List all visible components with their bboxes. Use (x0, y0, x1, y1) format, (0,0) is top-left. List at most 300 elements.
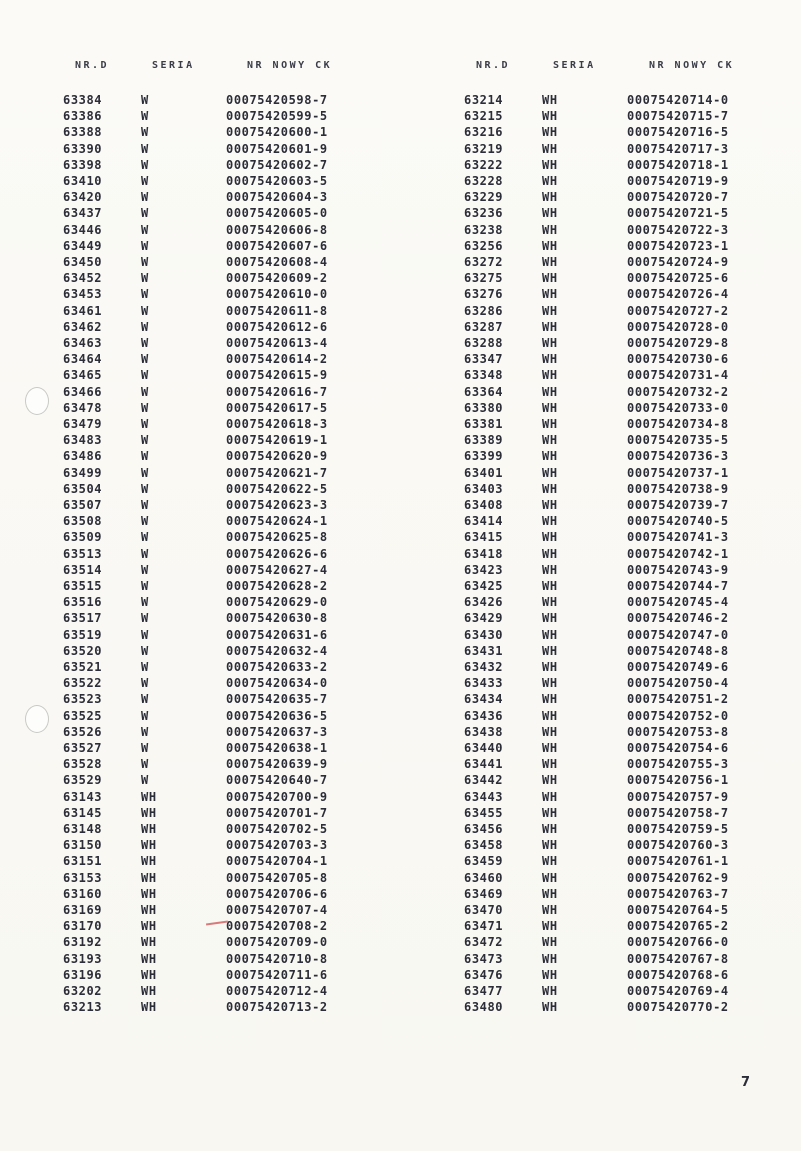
nr-nowy-ck-cell: 00075420610-0 (226, 287, 328, 302)
nr-d-cell: 63450 (63, 255, 103, 269)
seria-cell: WH (542, 546, 558, 561)
nr-nowy-ck-cell: 00075420713-2 (226, 1000, 328, 1015)
nr-nowy-ck-cell: 00075420758-7 (627, 805, 729, 820)
nr-d-cell: 63471 (464, 919, 504, 934)
seria-cell: W (141, 562, 149, 577)
seria-cell: W (141, 303, 149, 318)
table-row (464, 497, 784, 513)
seria-cell: WH (542, 579, 558, 593)
table-row (63, 983, 383, 999)
seria-cell: W (141, 255, 149, 269)
table-row (464, 384, 784, 400)
nr-nowy-ck-cell: 00075420766-0 (627, 935, 729, 950)
nr-nowy-ck-cell: 00075420754-6 (627, 741, 729, 755)
nr-nowy-ck-cell: 00075420738-9 (627, 481, 729, 496)
table-row (464, 254, 784, 270)
seria-cell: WH (542, 708, 558, 723)
table-row (464, 643, 784, 659)
nr-d-cell: 63443 (464, 789, 504, 804)
seria-cell: W (141, 530, 149, 545)
nr-nowy-ck-cell: 00075420741-3 (627, 530, 729, 545)
seria-cell: W (141, 433, 149, 448)
nr-nowy-ck-cell: 00075420608-4 (226, 255, 328, 269)
nr-d-cell: 63236 (464, 206, 504, 221)
nr-nowy-ck-cell: 00075420714-0 (627, 93, 729, 107)
table-row (63, 238, 383, 254)
seria-cell: WH (141, 838, 157, 853)
seria-cell: WH (542, 789, 558, 804)
nr-nowy-ck-cell: 00075420607-6 (226, 238, 328, 253)
nr-nowy-ck-cell: 00075420746-2 (627, 611, 729, 626)
nr-nowy-ck-cell: 00075420705-8 (226, 870, 328, 885)
nr-d-cell: 63432 (464, 660, 504, 674)
nr-nowy-ck-cell: 00075420761-1 (627, 854, 729, 869)
nr-nowy-ck-cell: 00075420753-8 (627, 724, 729, 739)
table-row (464, 222, 784, 238)
seria-cell: W (141, 352, 149, 367)
table-row (63, 157, 383, 173)
nr-nowy-ck-cell: 00075420706-6 (226, 886, 328, 901)
nr-d-cell: 63169 (63, 903, 103, 917)
table-row (63, 222, 383, 238)
seria-cell: W (141, 319, 149, 334)
nr-nowy-ck-cell: 00075420730-6 (627, 352, 729, 367)
nr-nowy-ck-cell: 00075420602-7 (226, 157, 328, 172)
nr-nowy-ck-cell: 00075420721-5 (627, 206, 729, 221)
nr-d-cell: 63398 (63, 157, 103, 172)
table-row (464, 756, 784, 772)
table-row (464, 886, 784, 902)
nr-d-cell: 63426 (464, 595, 504, 610)
nr-d-cell: 63256 (464, 238, 504, 253)
table-row (63, 724, 383, 740)
seria-cell: WH (542, 157, 558, 172)
table-row (464, 853, 784, 869)
seria-cell: WH (542, 125, 558, 140)
table-row (464, 367, 784, 383)
nr-d-cell: 63388 (63, 125, 103, 140)
nr-nowy-ck-cell: 00075420605-0 (226, 206, 328, 221)
nr-d-cell: 63461 (63, 303, 103, 318)
nr-d-cell: 63470 (464, 903, 504, 917)
nr-d-cell: 63431 (464, 643, 504, 658)
table-row (63, 691, 383, 707)
seria-cell: WH (141, 854, 157, 869)
nr-nowy-ck-cell: 00075420601-9 (226, 141, 328, 156)
table-row (464, 999, 784, 1015)
table-row (464, 789, 784, 805)
nr-d-cell: 63414 (464, 514, 504, 529)
seria-cell: WH (141, 886, 157, 901)
nr-nowy-ck-cell: 00075420767-8 (627, 951, 729, 966)
nr-d-cell: 63514 (63, 562, 103, 577)
nr-nowy-ck-cell: 00075420752-0 (627, 708, 729, 723)
nr-d-cell: 63364 (464, 384, 504, 399)
nr-d-cell: 63455 (464, 805, 504, 820)
nr-nowy-ck-cell: 00075420622-5 (226, 481, 328, 496)
table-row (63, 400, 383, 416)
nr-nowy-ck-cell: 00075420618-3 (226, 417, 328, 431)
nr-d-cell: 63420 (63, 190, 103, 205)
nr-d-cell: 63508 (63, 514, 103, 529)
nr-nowy-ck-cell: 00075420708-2 (226, 919, 328, 934)
seria-cell: WH (542, 93, 558, 107)
seria-cell: WH (141, 805, 157, 820)
seria-cell: WH (141, 903, 157, 917)
seria-cell: WH (542, 562, 558, 577)
table-row (464, 303, 784, 319)
seria-cell: WH (542, 967, 558, 982)
seria-cell: W (141, 465, 149, 480)
nr-d-cell: 63436 (464, 708, 504, 723)
table-row (464, 659, 784, 675)
seria-cell: WH (542, 627, 558, 642)
seria-cell: WH (542, 368, 558, 383)
table-row (63, 805, 383, 821)
seria-cell: WH (542, 352, 558, 367)
seria-cell: WH (542, 595, 558, 610)
table-row (63, 92, 383, 108)
table-row (464, 805, 784, 821)
seria-cell: WH (542, 984, 558, 998)
nr-d-cell: 63472 (464, 935, 504, 950)
table-row (63, 934, 383, 950)
nr-d-cell: 63213 (63, 1000, 103, 1015)
table-row (464, 286, 784, 302)
seria-cell: W (141, 368, 149, 383)
nr-nowy-ck-cell: 00075420616-7 (226, 384, 328, 399)
nr-d-cell: 63170 (63, 919, 103, 934)
table-row (63, 497, 383, 513)
nr-d-cell: 63465 (63, 368, 103, 383)
table-row (464, 870, 784, 886)
nr-d-cell: 63525 (63, 708, 103, 723)
table-row (63, 141, 383, 157)
table-row (63, 675, 383, 691)
seria-cell: WH (542, 643, 558, 658)
table-row (63, 789, 383, 805)
table-row (464, 270, 784, 286)
seria-cell: W (141, 336, 149, 350)
table-row (63, 610, 383, 626)
nr-d-cell: 63347 (464, 352, 504, 367)
nr-d-cell: 63441 (464, 757, 504, 772)
nr-nowy-ck-cell: 00075420627-4 (226, 562, 328, 577)
table-row (63, 384, 383, 400)
table-row (63, 465, 383, 481)
table-row (464, 335, 784, 351)
nr-nowy-ck-cell: 00075420619-1 (226, 433, 328, 448)
nr-d-cell: 63437 (63, 206, 103, 221)
table-row (464, 529, 784, 545)
table-row (63, 254, 383, 270)
table-row (63, 756, 383, 772)
seria-cell: W (141, 741, 149, 755)
nr-nowy-ck-cell: 00075420637-3 (226, 724, 328, 739)
table-row (464, 691, 784, 707)
nr-d-cell: 63415 (464, 530, 504, 545)
seria-cell: WH (542, 433, 558, 448)
seria-cell: WH (542, 676, 558, 691)
table-row (464, 772, 784, 788)
table-row (464, 481, 784, 497)
seria-cell: WH (141, 919, 157, 934)
seria-cell: W (141, 514, 149, 529)
nr-nowy-ck-cell: 00075420734-8 (627, 417, 729, 431)
nr-nowy-ck-cell: 00075420728-0 (627, 319, 729, 334)
nr-d-cell: 63384 (63, 93, 103, 107)
table-row (464, 562, 784, 578)
nr-nowy-ck-cell: 00075420629-0 (226, 595, 328, 610)
seria-cell: WH (141, 984, 157, 998)
nr-d-cell: 63434 (464, 692, 504, 707)
nr-d-cell: 63513 (63, 546, 103, 561)
nr-nowy-ck-cell: 00075420599-5 (226, 109, 328, 124)
seria-cell: WH (542, 400, 558, 415)
nr-d-cell: 63519 (63, 627, 103, 642)
nr-d-cell: 63389 (464, 433, 504, 448)
nr-nowy-ck-cell: 00075420615-9 (226, 368, 328, 383)
table-row (464, 465, 784, 481)
table-row (63, 643, 383, 659)
nr-d-cell: 63522 (63, 676, 103, 691)
nr-nowy-ck-cell: 00075420727-2 (627, 303, 729, 318)
seria-cell: WH (542, 319, 558, 334)
nr-nowy-ck-cell: 00075420639-9 (226, 757, 328, 772)
table-row (63, 205, 383, 221)
nr-d-cell: 63477 (464, 984, 504, 998)
table-row (464, 724, 784, 740)
nr-d-cell: 63219 (464, 141, 504, 156)
seria-cell: WH (542, 514, 558, 529)
nr-d-cell: 63526 (63, 724, 103, 739)
seria-cell: W (141, 174, 149, 188)
nr-nowy-ck-cell: 00075420718-1 (627, 157, 729, 172)
nr-d-cell: 63275 (464, 271, 504, 286)
nr-d-cell: 63151 (63, 854, 103, 869)
nr-nowy-ck-cell: 00075420631-6 (226, 627, 328, 642)
table-row (464, 675, 784, 691)
nr-nowy-ck-cell: 00075420733-0 (627, 400, 729, 415)
nr-nowy-ck-cell: 00075420750-4 (627, 676, 729, 691)
seria-cell: W (141, 595, 149, 610)
nr-d-cell: 63401 (464, 465, 504, 480)
nr-nowy-ck-cell: 00075420764-5 (627, 903, 729, 917)
table-row (63, 303, 383, 319)
nr-d-cell: 63228 (464, 174, 504, 188)
seria-cell: WH (542, 190, 558, 205)
nr-nowy-ck-cell: 00075420743-9 (627, 562, 729, 577)
seria-cell: W (141, 449, 149, 464)
table-row (464, 92, 784, 108)
table-row (464, 432, 784, 448)
nr-d-cell: 63196 (63, 967, 103, 982)
nr-nowy-ck-cell: 00075420603-5 (226, 174, 328, 188)
seria-cell: WH (141, 951, 157, 966)
seria-cell: WH (141, 935, 157, 950)
seria-cell: WH (542, 498, 558, 512)
seria-cell: WH (542, 870, 558, 885)
nr-d-cell: 63515 (63, 579, 103, 593)
table-row (63, 999, 383, 1015)
nr-d-cell: 63425 (464, 579, 504, 593)
nr-d-cell: 63430 (464, 627, 504, 642)
header-nr-d: NR.D (476, 60, 511, 71)
nr-d-cell: 63440 (464, 741, 504, 755)
seria-cell: WH (141, 822, 157, 836)
table-row (63, 124, 383, 140)
table-row (63, 546, 383, 562)
table-row (63, 270, 383, 286)
nr-d-cell: 63469 (464, 886, 504, 901)
nr-d-cell: 63410 (63, 174, 103, 188)
nr-nowy-ck-cell: 00075420724-9 (627, 255, 729, 269)
table-row (63, 578, 383, 594)
nr-nowy-ck-cell: 00075420763-7 (627, 886, 729, 901)
table-row (63, 562, 383, 578)
nr-nowy-ck-cell: 00075420719-9 (627, 174, 729, 188)
table-row (63, 886, 383, 902)
nr-d-cell: 63418 (464, 546, 504, 561)
table-row (63, 481, 383, 497)
seria-cell: W (141, 109, 149, 124)
nr-d-cell: 63380 (464, 400, 504, 415)
seria-cell: W (141, 708, 149, 723)
nr-nowy-ck-cell: 00075420625-8 (226, 530, 328, 545)
table-row (464, 934, 784, 950)
nr-nowy-ck-cell: 00075420624-1 (226, 514, 328, 529)
seria-cell: W (141, 643, 149, 658)
punch-hole (25, 387, 49, 415)
table-row (63, 529, 383, 545)
table-row (464, 578, 784, 594)
seria-cell: W (141, 384, 149, 399)
table-row (464, 351, 784, 367)
nr-nowy-ck-cell: 00075420739-7 (627, 498, 729, 512)
nr-d-cell: 63276 (464, 287, 504, 302)
seria-cell: W (141, 125, 149, 140)
table-row (464, 108, 784, 124)
nr-nowy-ck-cell: 00075420614-2 (226, 352, 328, 367)
seria-cell: WH (542, 854, 558, 869)
nr-nowy-ck-cell: 00075420612-6 (226, 319, 328, 334)
nr-d-cell: 63523 (63, 692, 103, 707)
seria-cell: W (141, 546, 149, 561)
nr-nowy-ck-cell: 00075420700-9 (226, 789, 328, 804)
nr-d-cell: 63192 (63, 935, 103, 950)
seria-cell: W (141, 757, 149, 772)
nr-d-cell: 63466 (63, 384, 103, 399)
nr-nowy-ck-cell: 00075420725-6 (627, 271, 729, 286)
seria-cell: WH (542, 903, 558, 917)
nr-nowy-ck-cell: 00075420747-0 (627, 627, 729, 642)
nr-d-cell: 63145 (63, 805, 103, 820)
nr-d-cell: 63153 (63, 870, 103, 885)
nr-nowy-ck-cell: 00075420632-4 (226, 643, 328, 658)
nr-nowy-ck-cell: 00075420715-7 (627, 109, 729, 124)
nr-d-cell: 63287 (464, 319, 504, 334)
seria-cell: WH (141, 789, 157, 804)
table-row (63, 821, 383, 837)
nr-d-cell: 63504 (63, 481, 103, 496)
nr-d-cell: 63483 (63, 433, 103, 448)
nr-nowy-ck-cell: 00075420731-4 (627, 368, 729, 383)
nr-d-cell: 63476 (464, 967, 504, 982)
header-nr-nowy-ck: NR NOWY CK (649, 60, 735, 71)
nr-nowy-ck-cell: 00075420755-3 (627, 757, 729, 772)
nr-d-cell: 63160 (63, 886, 103, 901)
seria-cell: WH (542, 773, 558, 788)
seria-cell: W (141, 157, 149, 172)
nr-nowy-ck-cell: 00075420600-1 (226, 125, 328, 140)
nr-d-cell: 63463 (63, 336, 103, 350)
table-row (63, 286, 383, 302)
nr-nowy-ck-cell: 00075420704-1 (226, 854, 328, 869)
nr-d-cell: 63215 (464, 109, 504, 124)
table-row (464, 319, 784, 335)
nr-nowy-ck-cell: 00075420702-5 (226, 822, 328, 836)
seria-cell: W (141, 287, 149, 302)
table-row (63, 448, 383, 464)
seria-cell: WH (542, 481, 558, 496)
table-row (464, 983, 784, 999)
left-column-header (75, 60, 395, 78)
seria-cell: WH (141, 967, 157, 982)
nr-d-cell: 63517 (63, 611, 103, 626)
seria-cell: WH (542, 530, 558, 545)
nr-nowy-ck-cell: 00075420623-3 (226, 498, 328, 512)
table-row (464, 594, 784, 610)
nr-d-cell: 63348 (464, 368, 504, 383)
nr-d-cell: 63458 (464, 838, 504, 853)
nr-d-cell: 63521 (63, 660, 103, 674)
nr-nowy-ck-cell: 00075420744-7 (627, 579, 729, 593)
nr-d-cell: 63478 (63, 400, 103, 415)
nr-nowy-ck-cell: 00075420740-5 (627, 514, 729, 529)
nr-nowy-ck-cell: 00075420735-5 (627, 433, 729, 448)
header-nr-nowy-ck: NR NOWY CK (247, 60, 333, 71)
table-row (464, 546, 784, 562)
seria-cell: W (141, 400, 149, 415)
nr-d-cell: 63516 (63, 595, 103, 610)
nr-nowy-ck-cell: 00075420737-1 (627, 465, 729, 480)
right-column-header (476, 60, 796, 78)
seria-cell: WH (542, 174, 558, 188)
nr-nowy-ck-cell: 00075420628-2 (226, 579, 328, 593)
nr-nowy-ck-cell: 00075420742-1 (627, 546, 729, 561)
seria-cell: WH (542, 109, 558, 124)
seria-cell: WH (542, 255, 558, 269)
table-row (464, 951, 784, 967)
nr-d-cell: 63288 (464, 336, 504, 350)
table-row (63, 659, 383, 675)
nr-d-cell: 63222 (464, 157, 504, 172)
nr-d-cell: 63286 (464, 303, 504, 318)
nr-nowy-ck-cell: 00075420736-3 (627, 449, 729, 464)
seria-cell: W (141, 238, 149, 253)
seria-cell: WH (542, 336, 558, 350)
seria-cell: W (141, 190, 149, 205)
punch-hole (25, 705, 49, 733)
seria-cell: WH (542, 660, 558, 674)
nr-nowy-ck-cell: 00075420710-8 (226, 951, 328, 966)
table-row (63, 902, 383, 918)
nr-nowy-ck-cell: 00075420701-7 (226, 805, 328, 820)
nr-nowy-ck-cell: 00075420633-2 (226, 660, 328, 674)
seria-cell: WH (542, 303, 558, 318)
seria-cell: WH (542, 206, 558, 221)
table-row (63, 335, 383, 351)
